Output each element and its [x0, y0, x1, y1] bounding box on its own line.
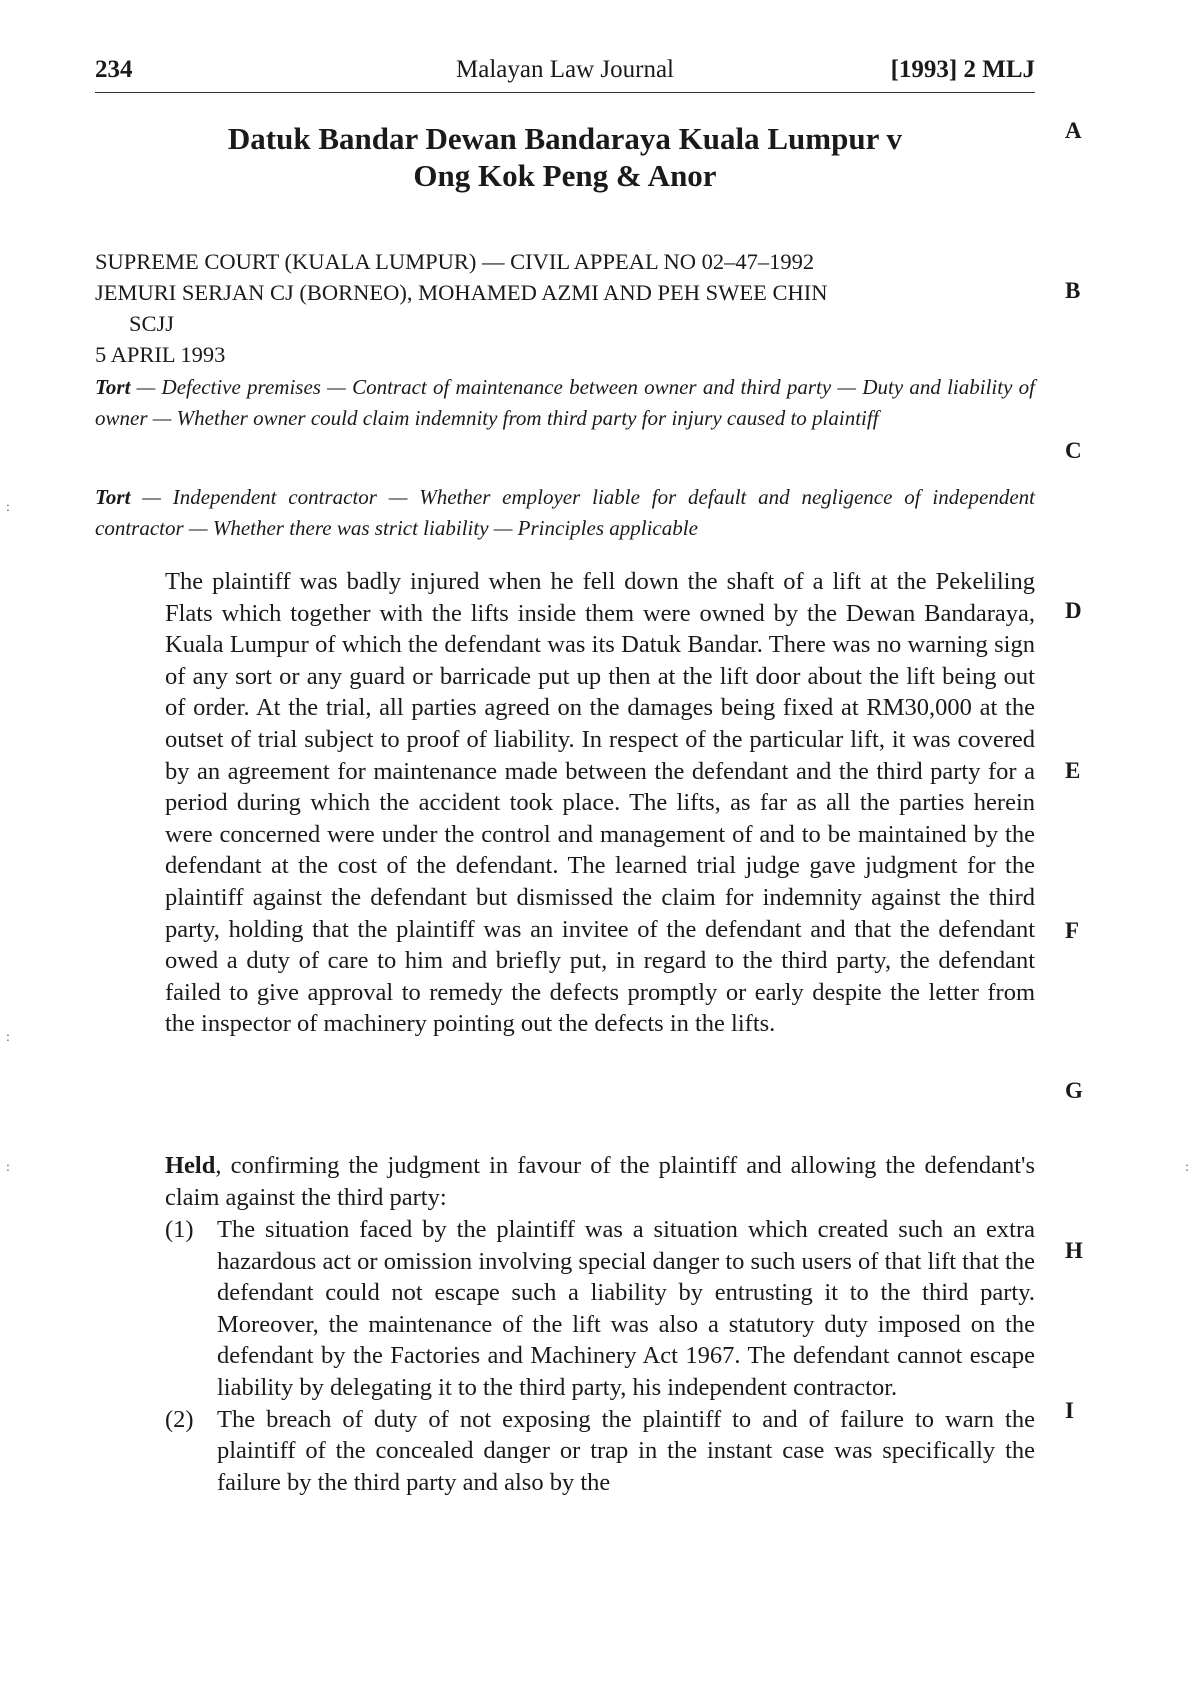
held-item-text: The breach of duty of not exposing the plaintiff to and of failure to warn the plaintiff of the concealed danger or trap in the instant case was specifically the failure by the third party and also by the [217, 1405, 1035, 1496]
held-item [165, 1404, 1035, 1499]
margin-letter-f: F [1065, 918, 1080, 943]
headnote-summary: The plaintiff was badly injured when he fell down the shaft of a lift at the Pekeliling Flats which together with the lifts inside them were owned by the Dewan Bandaraya, Kuala Lumpur of which the defendant was its Datuk Bandar. There was no warning sign of any sort or any guard or barricade put up then at the lift door about the lift being out of order. At the trial, all parties agreed on the damages being fixed at RM30,000 at the outset of trial subject to proof of liability. In respect of the particular lift, it was covered by an agreement for maintenance made between the defendant and the third party for a period during which the accident took place. The lifts, as far as all the parties herein were concerned were under the control and management of and to be maintained by the defendant at the cost of the defendant. The learned trial judge gave judgment for the plaintiff against the defendant but dismissed the claim for indemnity against the third party, holding that the plaintiff was an invitee of the defendant and that the defendant owed a duty of care to him and briefly put, in regard to the third party, the defendant failed to give approval to remedy the defects promptly or early despite the letter from the inspector of machinery pointing out the defects in the lifts. [165, 568, 1035, 1038]
margin-letter-g: G [1065, 1078, 1083, 1103]
header-rule [95, 92, 1035, 93]
margin-letter-c: C [1065, 438, 1082, 463]
scan-edge-mark: : [6, 500, 10, 515]
catchword-head: Tort [95, 485, 131, 509]
catchword-text: — Independent contractor — Whether employer liable for default and negligence of independent contractor — Whether there was strict liability — Principles applicable [95, 485, 1035, 540]
held-lead [165, 1150, 1035, 1213]
margin-letter-e: E [1065, 758, 1081, 783]
judges-line: JEMURI SERJAN CJ (BORNEO), MOHAMED AZMI AND PEH SWEE CHIN [95, 280, 828, 305]
running-header [95, 52, 1035, 92]
margin-letter-h: H [1065, 1238, 1083, 1263]
margin-letter-i: I [1065, 1398, 1074, 1423]
margin-letters [1065, 0, 1105, 1700]
case-title-line-1: Datuk Bandar Dewan Bandaraya Kuala Lumpur v [227, 121, 903, 156]
margin-letter-d: D [1065, 598, 1082, 623]
case-title [120, 120, 1010, 194]
page-number: 234 [95, 56, 133, 83]
held-lead-text: , confirming the judgment in favour of the plaintiff and allowing the defendant's claim against the third party: [165, 1152, 1035, 1211]
scan-edge-mark: : [6, 1160, 10, 1175]
scan-edge-mark: : [1185, 1160, 1189, 1175]
held-item-number: (1) [165, 1216, 194, 1243]
case-title-line-2: Ong Kok Peng & Anor [413, 158, 717, 193]
margin-letter-b: B [1065, 278, 1081, 303]
court-line: SUPREME COURT (KUALA LUMPUR) — CIVIL APPEAL NO 02–47–1992 [95, 249, 815, 274]
court-info [95, 246, 1035, 370]
decision-date: 5 APRIL 1993 [95, 342, 226, 367]
citation: [1993] 2 MLJ [890, 56, 1035, 83]
held-item [165, 1214, 1035, 1404]
catchword-text: — Defective premises — Contract of maintenance between owner and third party — Duty and liability of owner — Whether owner could claim indemnity from third party for injury caused to plaintiff [95, 375, 1035, 430]
catchword-head: Tort [95, 375, 131, 399]
held-keyword: Held [165, 1152, 216, 1179]
margin-letter-a: A [1065, 118, 1082, 143]
held-list [165, 1214, 1035, 1498]
catchword-2 [95, 482, 1035, 544]
catchword-1 [95, 372, 1035, 434]
journal-title: Malayan Law Journal [456, 56, 674, 83]
judges-line-cont: SCJJ [129, 311, 175, 336]
held-item-text: The situation faced by the plaintiff was a situation which created such an extra hazardous act or omission involving special danger to such users of that lift that the defendant could not escape such a liability by entrusting it to the third party. Moreover, the maintenance of the lift was also a statutory duty imposed on the defendant by the Factories and Machinery Act 1967. The defendant cannot escape liability by delegating it to the third party, his independent contractor. [217, 1216, 1035, 1401]
scan-edge-mark: : [6, 1030, 10, 1045]
held-item-number: (2) [165, 1405, 194, 1433]
